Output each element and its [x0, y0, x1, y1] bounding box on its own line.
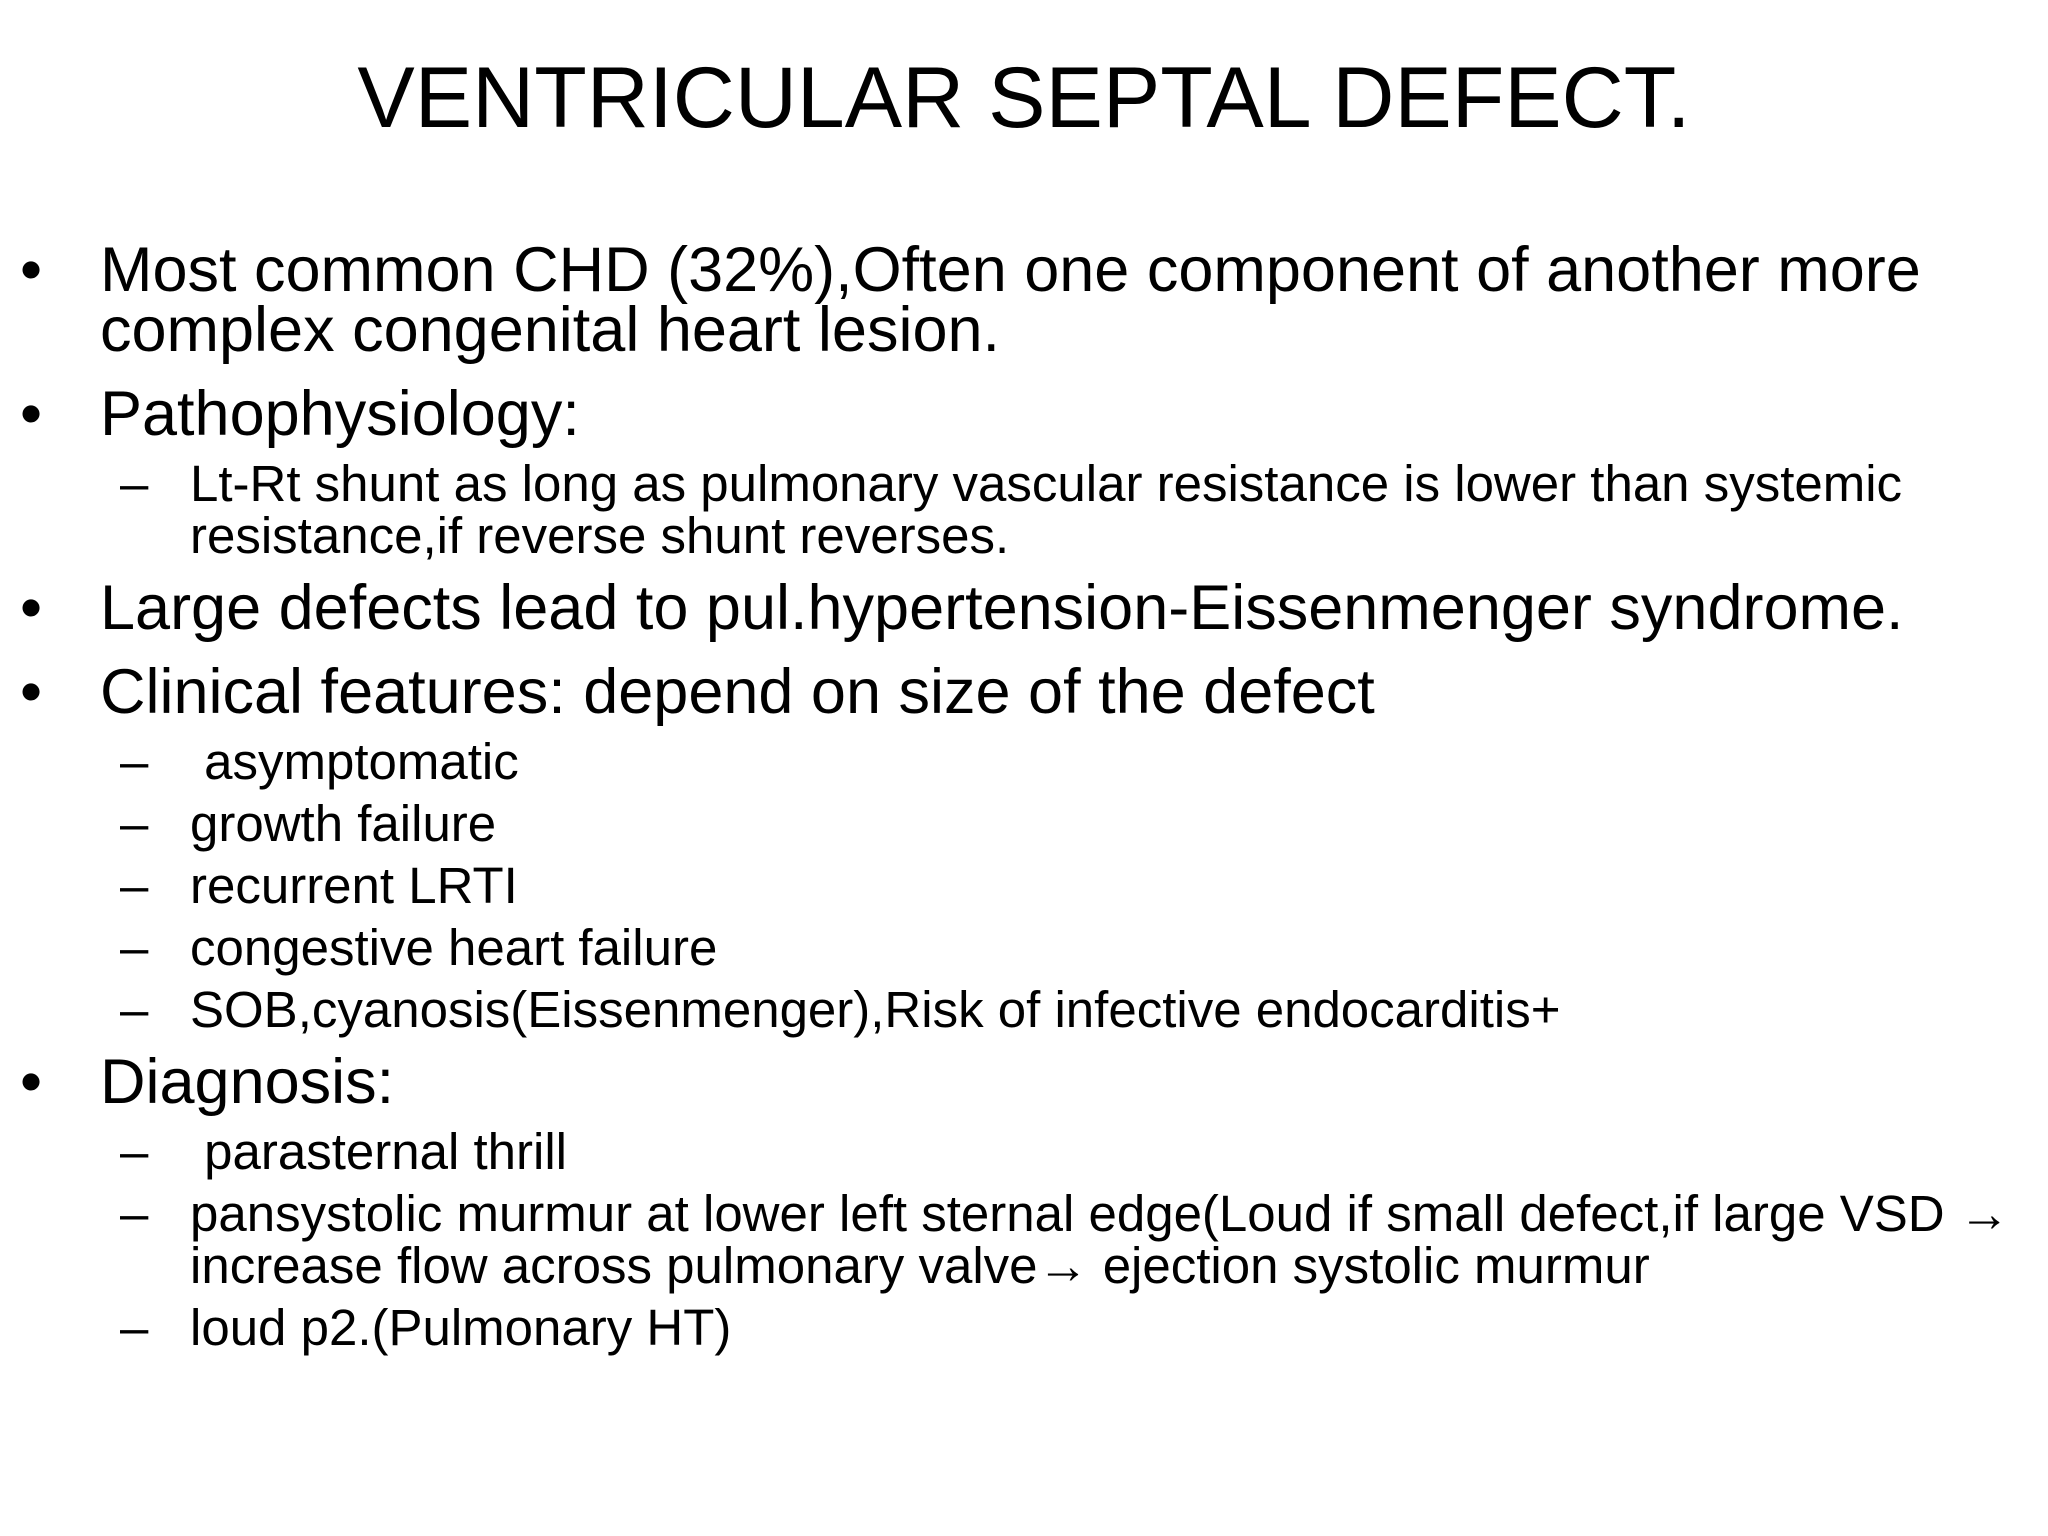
dash-marker: – — [120, 455, 149, 512]
dash-marker: – — [120, 1185, 149, 1242]
sub-bullet-text: Lt-Rt shunt as long as pulmonary vascular resistance is lower than systemic resistance,if reverse shunt reverses. — [190, 455, 1917, 564]
sub-bullet-text: SOB,cyanosis(Eissenmenger),Risk of infective endocarditis+ — [190, 981, 1561, 1038]
dash-marker: – — [120, 1299, 149, 1356]
bullet-marker: • — [20, 235, 43, 305]
sub-bullet-item — [20, 857, 2030, 914]
bullet-marker: • — [20, 379, 43, 449]
bullet-text: Large defects lead to pul.hypertension-Eissenmenger syndrome. — [100, 573, 1904, 643]
sub-bullet-item — [20, 455, 2030, 564]
bullet-marker: • — [20, 657, 43, 727]
sub-bullet-item — [20, 733, 2030, 790]
bullet-item — [20, 379, 2030, 449]
bullet-text: Diagnosis: — [100, 1047, 395, 1117]
sub-bullet-text: loud p2.(Pulmonary HT) — [190, 1299, 732, 1356]
bullet-text: Most common CHD (32%),Often one component of another more complex congenital heart lesion. — [100, 235, 1939, 365]
dash-marker: – — [120, 733, 149, 790]
bullet-item — [20, 1047, 2030, 1117]
bullet-text: Pathophysiology: — [100, 379, 580, 449]
bullet-item — [20, 235, 2030, 365]
sub-bullet-item — [20, 919, 2030, 976]
dash-marker: – — [120, 795, 149, 852]
bullet-item — [20, 573, 2030, 643]
slide-title: VENTRICULAR SEPTAL DEFECT. — [357, 50, 1691, 146]
sub-bullet-text: growth failure — [190, 795, 497, 852]
sub-bullet-item — [20, 1123, 2030, 1180]
sub-bullet-text: congestive heart failure — [190, 919, 718, 976]
slide-body — [20, 235, 2030, 1370]
sub-bullet-text: parasternal thrill — [190, 1123, 567, 1180]
bullet-marker: • — [20, 1047, 43, 1117]
dash-marker: – — [120, 981, 149, 1038]
sub-bullet-item — [20, 1185, 2030, 1294]
dash-marker: – — [120, 1123, 149, 1180]
bullet-marker: • — [20, 573, 43, 643]
dash-marker: – — [120, 857, 149, 914]
sub-bullet-item — [20, 1299, 2030, 1356]
bullet-item — [20, 657, 2030, 727]
dash-marker: – — [120, 919, 149, 976]
bullet-text: Clinical features: depend on size of the defect — [100, 657, 1375, 727]
sub-bullet-text: recurrent LRTI — [190, 857, 518, 914]
sub-bullet-item — [20, 981, 2030, 1038]
sub-bullet-text: asymptomatic — [190, 733, 519, 790]
sub-bullet-item — [20, 795, 2030, 852]
sub-bullet-text: pansystolic murmur at lower left sternal edge(Loud if small defect,if large VSD → increase flow across pulmonary valve→ ejection systolic murmur — [190, 1185, 2024, 1294]
